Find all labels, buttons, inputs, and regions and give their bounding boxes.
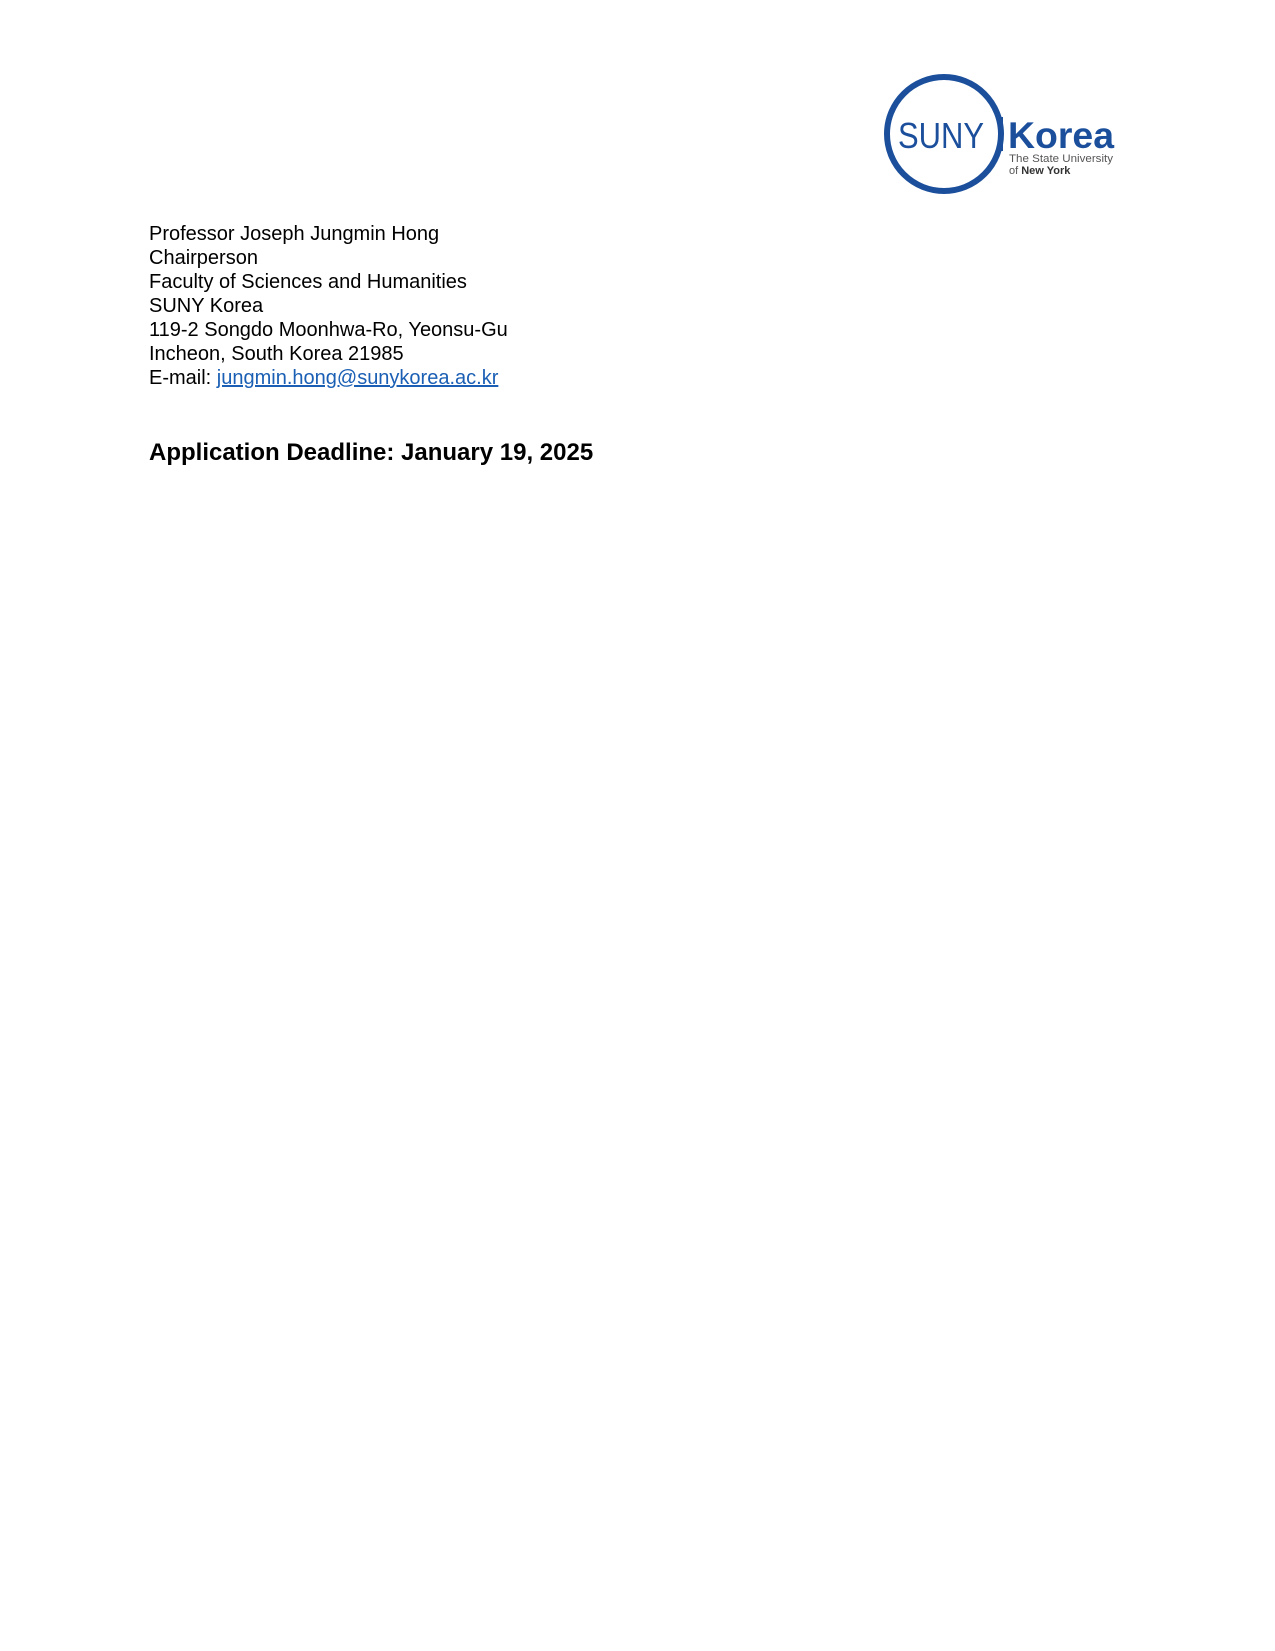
logo-korea-text: Korea bbox=[1008, 115, 1115, 156]
logo-tagline-line2 bbox=[1009, 165, 1071, 177]
contact-title: Chairperson bbox=[149, 247, 258, 269]
contact-city: Incheon, South Korea 21985 bbox=[149, 343, 404, 365]
contact-email-line bbox=[149, 366, 508, 390]
contact-name: Professor Joseph Jungmin Hong bbox=[149, 223, 440, 245]
email-label: E-mail: bbox=[149, 367, 217, 389]
logo-graphic bbox=[884, 72, 1124, 200]
contact-institution: SUNY Korea bbox=[149, 295, 264, 317]
logo-suny-text: SUNY bbox=[898, 115, 984, 156]
contact-street: 119-2 Songdo Moonhwa-Ro, Yeonsu-Gu bbox=[149, 319, 508, 341]
application-deadline-heading: Application Deadline: January 19, 2025 bbox=[149, 439, 594, 466]
logo-divider bbox=[1000, 117, 1003, 151]
logo-tagline-line1: The State University bbox=[1009, 153, 1114, 165]
contact-address-block bbox=[149, 222, 508, 390]
logo-tagline-prefix: of bbox=[1009, 165, 1022, 177]
suny-korea-logo bbox=[884, 72, 1124, 200]
contact-faculty: Faculty of Sciences and Humanities bbox=[149, 271, 467, 293]
logo-tagline-new-york: New York bbox=[1021, 165, 1071, 177]
email-link[interactable]: jungmin.hong@sunykorea.ac.kr bbox=[216, 367, 499, 389]
